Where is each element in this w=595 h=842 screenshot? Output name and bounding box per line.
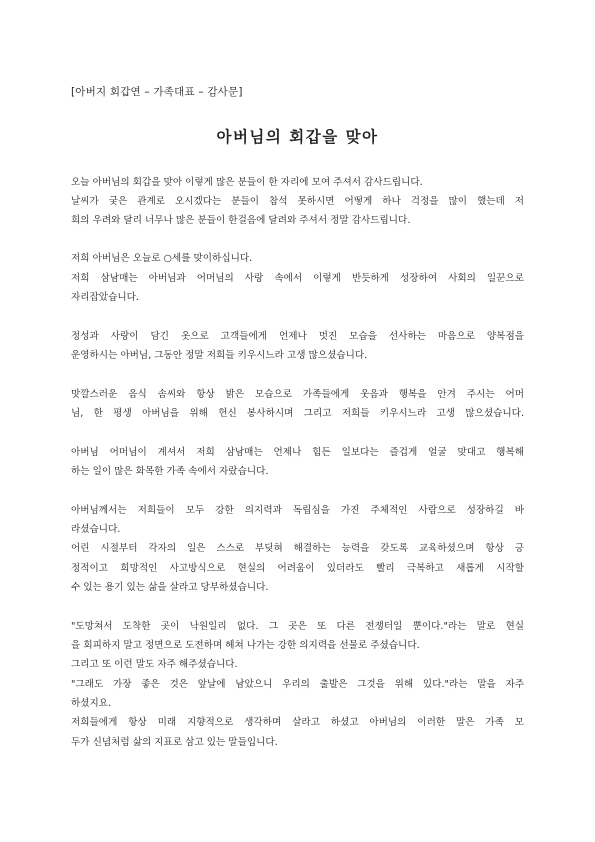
body-line: 오늘 아버님의 회갑을 맞아 이렇게 많은 분들이 한 자리에 모여 주셔서 감사드립니다.: [71, 177, 423, 188]
body-line: 수 있는 용기 있는 삶을 살라고 당부하셨습니다.: [71, 582, 269, 593]
body-line: 그리고 또 이런 말도 자주 해주셨습니다.: [71, 659, 238, 670]
body-line: 저희 아버님은 오늘로 ○세를 맞이하십니다.: [71, 253, 253, 264]
body-line: 정적이고 희망적인 사고방식으로 현실의 어려움이 있더라도 빨리 극복하고 새롭게 시작할: [71, 563, 524, 574]
body-line: 아버님께서는 저희들이 모두 강한 의지력과 독립심을 가진 주체적인 사람으로 성장하길 바: [71, 505, 524, 516]
body-line: 맛깔스러운 음식 솜씨와 항상 밝은 모습으로 가족들에게 웃음과 행복을 안겨 주시는 어머: [71, 389, 524, 400]
body-line: 어린 시절부터 각자의 일은 스스로 부딪혀 해결하는 능력을 갖도록 교육하셨으며 항상 긍: [71, 543, 524, 554]
body-line: 하셨지요.: [71, 698, 112, 709]
body-line: 라셨습니다.: [71, 524, 121, 535]
body-line: 저희들에게 항상 미래 지향적으로 생각하며 살라고 하셨고 아버님의 이러한 말은 가족 모: [71, 717, 524, 728]
body-line: 운영하시는 아버님, 그동안 정말 저희들 키우시느라 고생 많으셨습니다.: [71, 350, 368, 361]
body-line: 희의 우려와 달리 너무나 많은 분들이 한걸음에 달려와 주셔서 정말 감사드립니다.: [71, 215, 411, 226]
body-line: 날씨가 궂은 관계로 오시겠다는 분들이 참석 못하시면 어떻게 하나 걱정을 많이 했는데 저: [71, 196, 524, 207]
body-line: "도망쳐서 도착한 곳이 낙원일리 없다. 그 곳은 또 다른 전쟁터일 뿐이다."라는 말로 현실: [71, 621, 524, 632]
body-line: 저희 삼남매는 아버님과 어머님의 사랑 속에서 이렇게 반듯하게 성장하여 사회의 일꾼으로: [71, 273, 524, 284]
body-line: 두가 신념처럼 삶의 지표로 삼고 있는 말들입니다.: [71, 737, 278, 748]
body-line: 정성과 사랑이 담긴 옷으로 고객들에게 언제나 멋진 모습을 선사하는 마음으로 양복점을: [71, 331, 524, 342]
body-line: 을 회피하지 말고 정면으로 도전하며 헤쳐 나가는 강한 의지력을 선물로 주셨습니다.: [71, 640, 420, 651]
body-line: 하는 일이 많은 화목한 가족 속에서 자랐습니다.: [71, 466, 269, 477]
body-line: 자리잡았습니다.: [71, 292, 139, 303]
body-line: 님, 한 평생 아버님을 위해 헌신 봉사하시며 그리고 저희들 키우시느라 고생 많으셨습니다.: [71, 408, 524, 419]
body-line: 아버님 어머님이 계셔서 저희 삼남매는 언제나 힘든 일보다는 즐겁게 얼굴 맞대고 행복해: [71, 447, 524, 458]
document-title: 아버님의 회갑을 맞아: [216, 128, 379, 146]
body-line: "그래도 가장 좋은 것은 앞날에 남았으니 우리의 출발은 그것을 위해 있다."라는 말을 자주: [71, 679, 524, 690]
document-header: [아버지 회갑연 – 가족대표 – 감사문]: [71, 86, 243, 98]
